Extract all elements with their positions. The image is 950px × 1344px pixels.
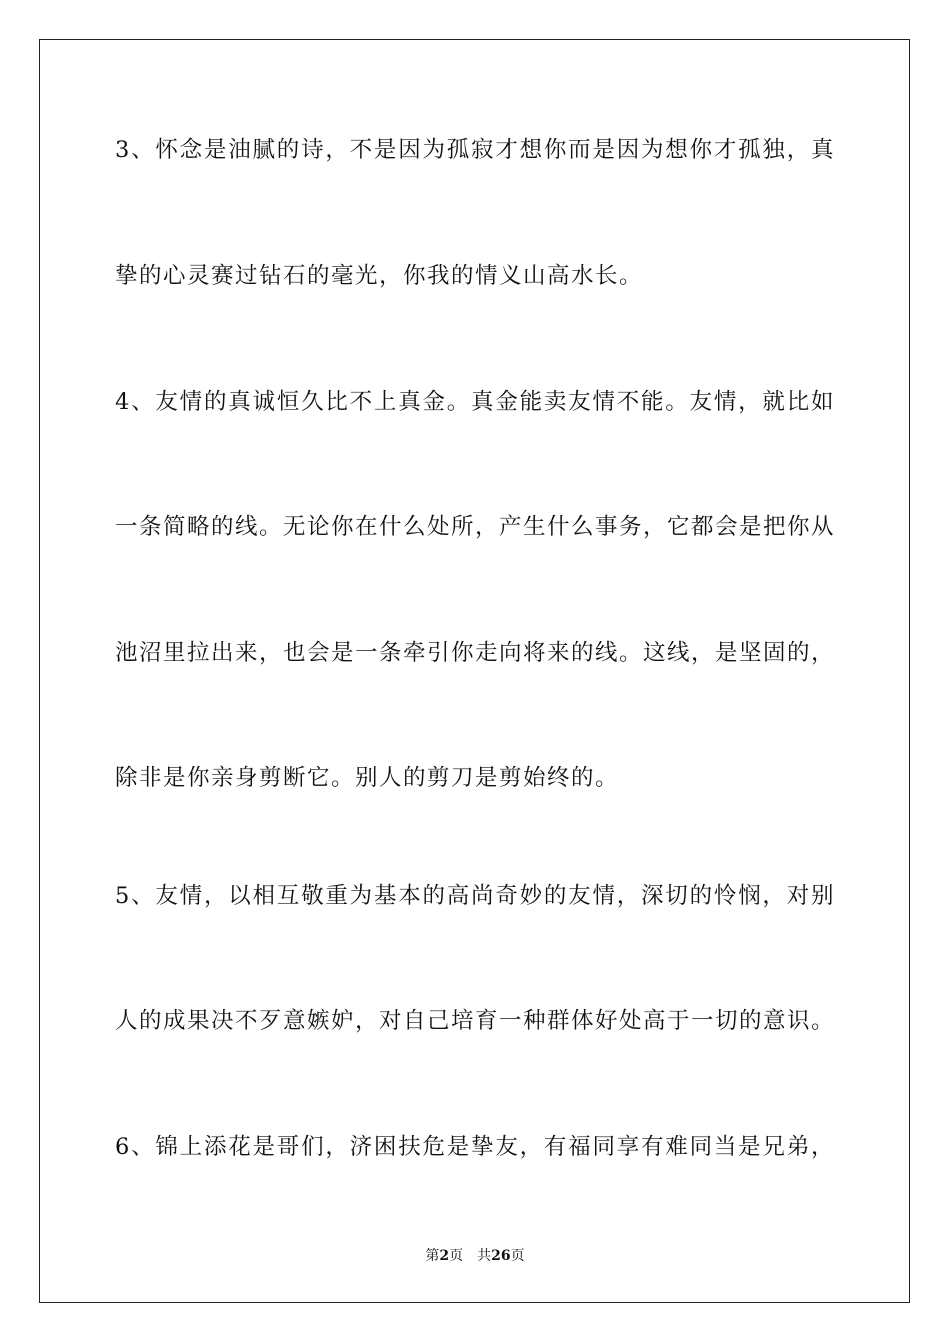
text-line-5: 池沼里拉出来，也会是一条牵引你走向将来的线。这线，是坚固的， <box>115 640 836 666</box>
footer-page-suffix: 页 <box>449 1248 464 1264</box>
text-line-9: 6、锦上添花是哥们，济困扶危是挚友，有福同享有难同当是兄弟， <box>115 1134 835 1160</box>
text-line-3: 4、友情的真诚恒久比不上真金。真金能卖友情不能。友情，就比如 <box>115 389 835 415</box>
text-line-7: 5、友情，以相互敬重为基本的高尚奇妙的友情，深切的怜悯，对别 <box>115 883 835 909</box>
text-line-2: 挚的心灵赛过钻石的毫光，你我的情义山高水长。 <box>115 263 644 289</box>
footer-total-prefix: 共 <box>477 1248 492 1264</box>
text-line-8: 人的成果决不歹意嫉妒，对自己培育一种群体好处高于一切的意识。 <box>115 1008 836 1034</box>
text-line-1: 3、怀念是油腻的诗，不是因为孤寂才想你而是因为想你才孤独，真 <box>115 137 835 163</box>
footer-page-prefix: 第 <box>425 1248 440 1264</box>
footer-total-number: 26 <box>491 1248 511 1264</box>
footer-page-number: 2 <box>439 1248 450 1264</box>
page-border <box>39 39 910 1303</box>
text-line-4: 一条简略的线。无论你在什么处所，产生什么事务，它都会是把你从 <box>115 514 836 540</box>
page-footer <box>0 1247 950 1265</box>
text-line-6: 除非是你亲身剪断它。别人的剪刀是剪始终的。 <box>115 765 620 791</box>
footer-total-suffix: 页 <box>510 1248 525 1264</box>
